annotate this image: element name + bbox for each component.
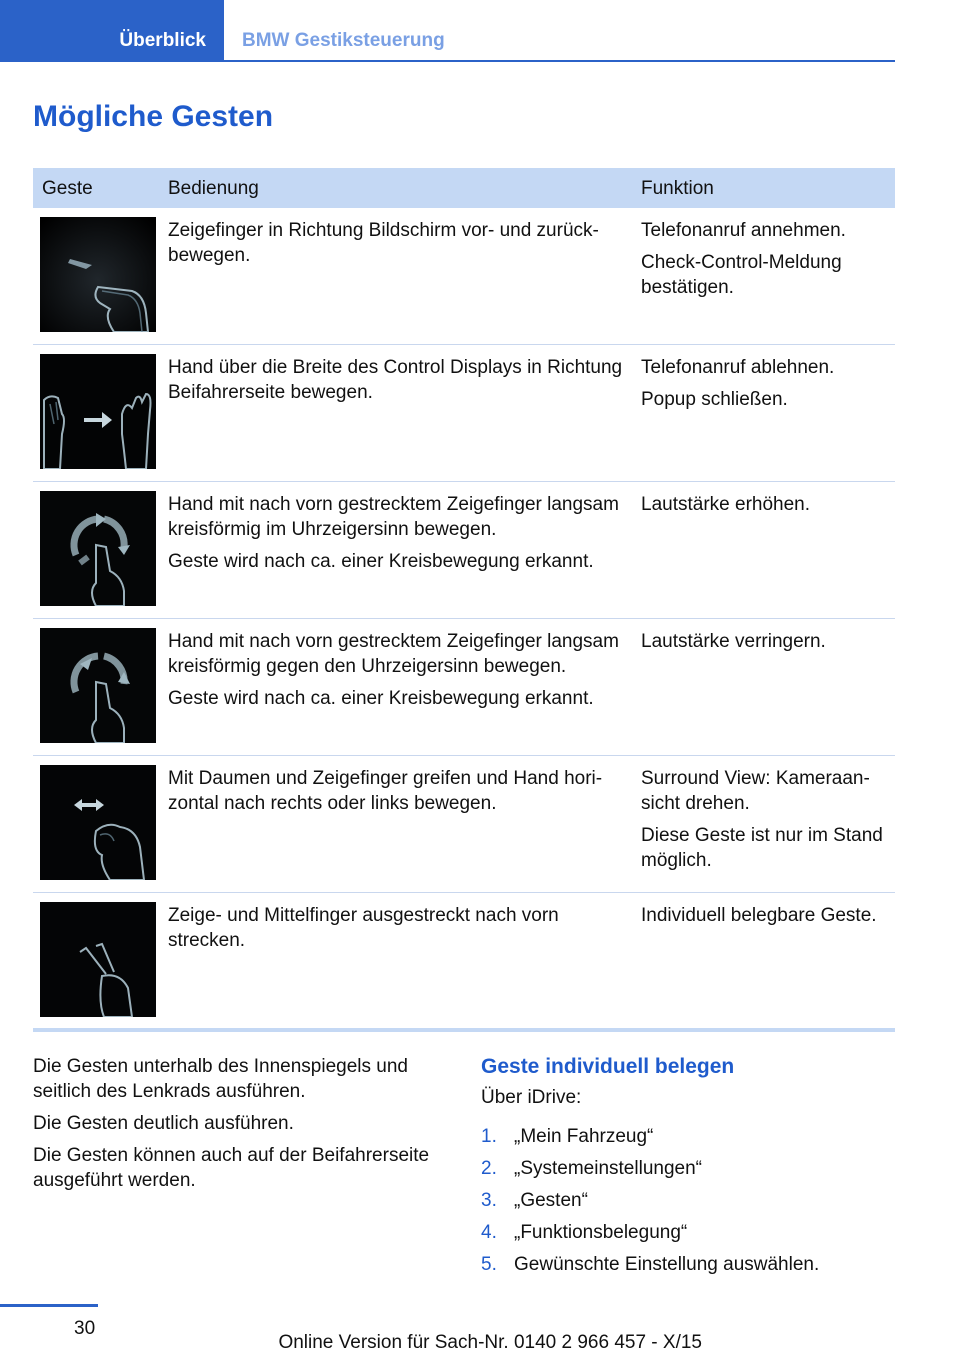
funktion-text: Diese Geste ist nur im Stand möglich. xyxy=(641,825,883,871)
bedienung-text: Hand mit nach vorn gestrecktem Zeigefinger langsam kreisförmig gegen den Uhrzeigersinn bewegen. xyxy=(168,631,619,677)
step-number: 5. xyxy=(481,1254,497,1275)
step-text: „Mein Fahrzeug“ xyxy=(514,1126,654,1147)
table-row xyxy=(33,756,895,893)
footer-text: Online Version für Sach-Nr. 0140 2 966 457 - X/15 xyxy=(278,1332,702,1353)
bedienung-cell xyxy=(168,629,630,711)
page-header xyxy=(0,0,895,62)
header-bedienung: Bedienung xyxy=(168,178,259,199)
funktion-text: Lautstärke verringern. xyxy=(641,631,826,652)
bedienung-text: Hand mit nach vorn gestrecktem Zeigefinger langsam kreisförmig im Uhrzeigersinn bewegen. xyxy=(168,494,619,540)
list-item xyxy=(481,1156,895,1188)
circle-clockwise-gesture-icon xyxy=(40,491,156,606)
funktion-text: Surround View: Kameraansicht drehen. xyxy=(641,768,870,814)
pinch-move-gesture-icon xyxy=(40,765,156,880)
step-text: „Gesten“ xyxy=(514,1190,588,1211)
circle-counterclockwise-gesture-icon xyxy=(40,628,156,743)
steps-list xyxy=(481,1124,895,1284)
section-title: Geste individuell belegen xyxy=(481,1055,735,1078)
note-paragraph: Die Gesten deutlich ausführen. xyxy=(33,1113,294,1134)
assign-gesture-section xyxy=(481,1054,895,1284)
step-text: Gewünschte Einstellung auswählen. xyxy=(514,1254,820,1275)
bedienung-cell xyxy=(168,218,630,268)
tab-ueberblick-label: Überblick xyxy=(119,30,206,51)
hand-swipe-gesture-icon xyxy=(40,354,156,469)
footer-divider xyxy=(0,1304,98,1307)
table-header xyxy=(33,168,895,208)
note-paragraph: Die Gesten unterhalb des Innenspiegels und seitlich des Lenkrads ausführen. xyxy=(33,1056,408,1102)
two-finger-gesture-icon xyxy=(40,902,156,1017)
bedienung-cell xyxy=(168,903,630,953)
funktion-text: Telefonanruf annehmen. xyxy=(641,220,846,241)
bedienung-cell xyxy=(168,766,630,816)
step-number: 3. xyxy=(481,1190,497,1211)
bedienung-text: Geste wird nach ca. einer Kreisbewegung erkannt. xyxy=(168,688,594,709)
step-text: „Systemeinstellungen“ xyxy=(514,1158,702,1179)
bedienung-cell xyxy=(168,355,630,405)
funktion-cell xyxy=(641,355,895,412)
funktion-text: Check-Control-Meldung bestätigen. xyxy=(641,252,842,298)
table-row xyxy=(33,345,895,482)
note-paragraph: Die Gesten können auch auf der Beifahrerseite ausgeführt werden. xyxy=(33,1145,430,1191)
finger-tap-gesture-icon xyxy=(40,217,156,332)
funktion-cell xyxy=(641,629,895,654)
table-row xyxy=(33,208,895,345)
bedienung-cell xyxy=(168,492,630,574)
table-row xyxy=(33,893,895,1032)
section-intro: Über iDrive: xyxy=(481,1087,582,1108)
step-number: 1. xyxy=(481,1126,497,1147)
tab-gestiksteuerung[interactable]: BMW Gestiksteuerung xyxy=(242,30,445,51)
tab-ueberblick[interactable] xyxy=(0,0,224,62)
list-item xyxy=(481,1220,895,1252)
table-row xyxy=(33,619,895,756)
funktion-text: Popup schließen. xyxy=(641,389,788,410)
gesture-table xyxy=(33,168,895,1032)
step-number: 4. xyxy=(481,1222,497,1243)
step-number: 2. xyxy=(481,1158,497,1179)
funktion-cell xyxy=(641,766,895,873)
funktion-text: Lautstärke erhöhen. xyxy=(641,494,811,515)
funktion-text: Individuell belegbare Geste. xyxy=(641,905,877,926)
funktion-text: Telefonanruf ablehnen. xyxy=(641,357,835,378)
bedienung-text: Zeigefinger in Richtung Bildschirm vor- und zurückbewegen. xyxy=(168,220,599,266)
bedienung-text: Hand über die Breite des Control Displays in Richtung Beifahrerseite bewegen. xyxy=(168,357,623,403)
bedienung-text: Mit Daumen und Zeigefinger greifen und Hand horizontal nach rechts oder links bewegen. xyxy=(168,768,603,814)
page-number: 30 xyxy=(74,1318,96,1339)
header-geste: Geste xyxy=(42,178,93,199)
funktion-cell xyxy=(641,903,895,928)
list-item xyxy=(481,1252,895,1284)
table-row xyxy=(33,482,895,619)
page-title: Mögliche Gesten xyxy=(33,100,274,133)
usage-notes xyxy=(33,1054,453,1193)
funktion-cell xyxy=(641,218,895,300)
step-text: „Funktionsbelegung“ xyxy=(514,1222,688,1243)
list-item xyxy=(481,1124,895,1156)
bedienung-text: Geste wird nach ca. einer Kreisbewegung erkannt. xyxy=(168,551,594,572)
header-funktion: Funktion xyxy=(641,178,714,199)
bedienung-text: Zeige- und Mittelfinger ausgestreckt nach vorn strecken. xyxy=(168,905,559,951)
funktion-cell xyxy=(641,492,895,517)
list-item xyxy=(481,1188,895,1220)
